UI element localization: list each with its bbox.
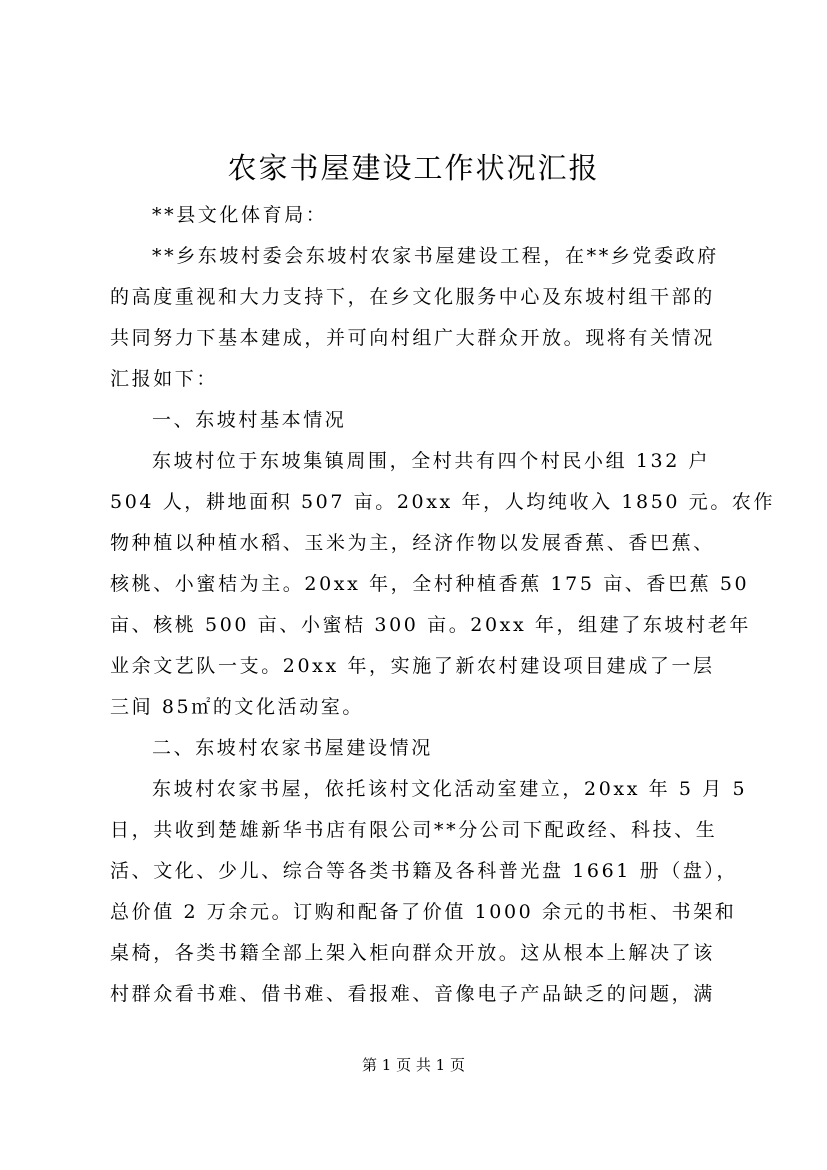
paragraph-line: 总价值 2 万余元。订购和配备了价值 1000 余元的书柜、书架和 [110, 901, 737, 923]
paragraph-line: **乡东坡村委会东坡村农家书屋建设工程，在**乡党委政府 [152, 245, 719, 267]
paragraph-line: 活、文化、少儿、综合等各类书籍及各科普光盘 1661 册（盘）， [110, 860, 739, 882]
paragraph-line: 共同努力下基本建成，并可向村组广大群众开放。现将有关情况 [110, 327, 715, 349]
paragraph-line: 504 人，耕地面积 507 亩。20xx 年，人均纯收入 1850 元。农作 [110, 491, 776, 513]
section-heading-2: 二、东坡村农家书屋建设情况 [152, 737, 433, 759]
paragraph-line: 东坡村农家书屋，依托该村文化活动室建立，20xx 年 5 月 5 [152, 778, 748, 800]
document-body [110, 195, 776, 1015]
paragraph-line: 三间 85㎡的文化活动室。 [110, 696, 365, 718]
salutation-line: **县文化体育局： [152, 204, 328, 226]
paragraph-line: 桌椅，各类书籍全部上架入柜向群众开放。这从根本上解决了该 [110, 942, 715, 964]
paragraph-line: 村群众看书难、借书难、看报难、音像电子产品缺乏的问题，满 [110, 983, 715, 1005]
paragraph-line: 东坡村位于东坡集镇周围，全村共有四个村民小组 132 户 [152, 450, 711, 472]
paragraph-line: 物种植以种植水稻、玉米为主，经济作物以发展香蕉、香巴蕉、 [110, 532, 715, 554]
paragraph-line: 业余文艺队一支。20xx 年，实施了新农村建设项目建成了一层 [110, 655, 715, 677]
paragraph-line: 的高度重视和大力支持下，在乡文化服务中心及东坡村组干部的 [110, 286, 715, 308]
paragraph-line: 日，共收到楚雄新华书店有限公司**分公司下配政经、科技、生 [110, 819, 718, 841]
page-footer: 第 1 页 共 1 页 [362, 1056, 465, 1074]
paragraph-line: 核桃、小蜜桔为主。20xx 年，全村种植香蕉 175 亩、香巴蕉 50 [110, 573, 750, 595]
document-title: 农家书屋建设工作状况汇报 [227, 151, 600, 185]
section-heading-1: 一、东坡村基本情况 [152, 409, 347, 431]
paragraph-line: 汇报如下： [110, 368, 219, 390]
paragraph-line: 亩、核桃 500 亩、小蜜桔 300 亩。20xx 年，组建了东坡村老年 [110, 614, 751, 636]
